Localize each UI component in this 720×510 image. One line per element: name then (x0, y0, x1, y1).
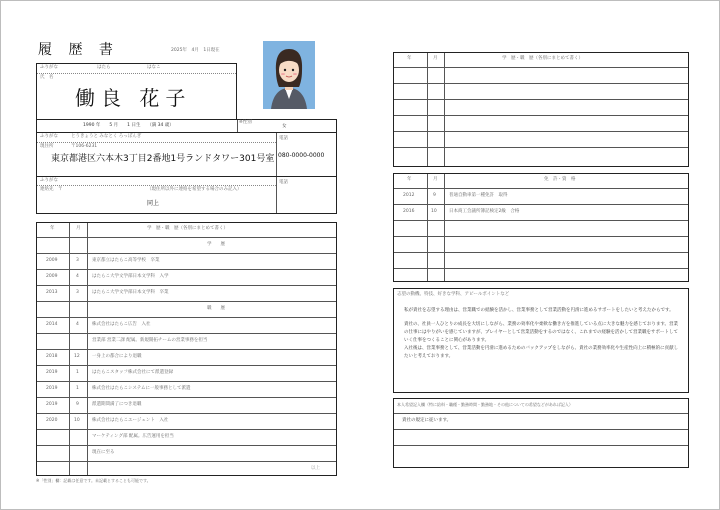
address-block: ふりがな とうきょうと みなとく ろっぽんぎ 現住所 〒106-6231 東京都港区六本木3丁目2番地1号ランドタワー301号室 電話 080-0000-0000 (36, 132, 337, 177)
motivation-label: 志望の動機、特技、好きな学科、アピールポイントなど (397, 292, 510, 297)
contact-phone-label: 電話 (279, 180, 288, 185)
full-name: 働良 花子 (75, 86, 192, 110)
furigana-family: はたら (97, 65, 111, 70)
col-month: 月 (76, 226, 81, 231)
person-photo-icon (263, 41, 315, 109)
history-table: 年 月 学 歴・職 歴（各別にまとめて書く） 学 歴 2009 3 東京都立はたらこ高等学校 卒業 2009 4 はたらこ大学文学部日本文学科 入学 2013 3 はたらこ大学文学部日本文学科 卒業 職 歴 2014 4 株式会社はたらこ広告 入社 営業部 営業二課 配属。新規開拓チームの営業事務を担当 2018 12 一身上の都合により退職 2019 1 はたらこスタッフ株式会社にて派遣登録 2019 1 株式会社はたらこシステムに一般事務として派遣 2019 9 派遣期間満了につき退職 2020 10 株式会社はたらこエージェント 入社 マーケティング部 配属。広告運用を担当 現在に至る 以上 (36, 222, 337, 476)
name-label: 氏 名 (40, 75, 54, 80)
section-work: 職 歴 (207, 306, 225, 311)
request-block (393, 398, 689, 468)
license-table: 年 月 免 許・資 格 2012 9 普通自動車第一種免許 取得 2016 10 日本商工会議所簿記検定2級 合格 (393, 173, 689, 282)
document-date: 2025年 4月 1日現在 (171, 48, 220, 53)
name-block (36, 63, 237, 120)
contact-value: 同上 (147, 200, 160, 207)
phone-label: 電話 (279, 136, 288, 141)
section-education: 学 歴 (207, 242, 225, 247)
col-history: 学 歴・職 歴（各別にまとめて書く） (147, 226, 228, 231)
motivation-block (393, 288, 689, 393)
resume-title: 履 歴 書 (38, 42, 119, 58)
birth-row (36, 119, 337, 133)
address-label: 現住所 (40, 144, 54, 149)
contact-note: （現住所以外に連絡を希望する場合のみ記入） (147, 187, 242, 192)
gender-label: ※性別 (239, 120, 252, 125)
furigana-label: ふりがな (40, 65, 58, 70)
col-history-right: 学 歴・職 歴（各別にまとめて書く） (502, 56, 583, 61)
contact-block (36, 176, 337, 214)
col-year: 年 (50, 226, 55, 231)
postal-code: 〒106-6231 (71, 144, 98, 149)
col-month-right: 月 (433, 56, 438, 61)
request-value: 貴社の規定に従います。 (402, 418, 452, 423)
col-year-right: 年 (407, 56, 412, 61)
furigana-given: はなこ (147, 65, 161, 70)
photo (263, 41, 315, 109)
end-mark: 以上 (311, 466, 320, 471)
phone: 080-0000-0000 (278, 152, 325, 159)
birth-date: 1990 年 5 月 1 日生 （満 34 歳） (83, 123, 174, 128)
address: 東京都港区六本木3丁目2番地1号ランドタワー301号室 (51, 154, 275, 164)
footnote: ※「性別」欄：記載は任意です。未記載とすることも可能です。 (36, 478, 151, 483)
motivation-text: 私が貴社を志望する理由は、営業職での経験を活かし、営業事務として営業活動を円滑に進めるサポートをしたいと考えたからです。 貴社の、社員一人ひとりの成長を大切にしながら、業務の効率化や柔軟な働き方を推進している点に大きな魅力を感じております。営業の仕事にはやりがいを感じていますが、プレイヤーとして営業活動をするのではなく、これまでの経験を活かして営業職をサポートしていく仕事をつくることに関心があります。 入社後は、営業事務として、営業活動を円滑に進めるためのバックアップをしながら、貴社の業務効率化や生産性向上に積極的に貢献したいと考えております。 (404, 308, 679, 359)
history-table-continued (393, 52, 689, 167)
license-header: 免 許・資 格 (544, 177, 576, 182)
contact-label: 連絡先 〒 (40, 187, 63, 192)
gender-value: 女 (282, 124, 287, 129)
contact-furigana-label: ふりがな (40, 178, 58, 183)
request-label: 本人希望記入欄（特に給料・職種・勤務時間・勤務地・その他についての希望などがあれば記入） (397, 402, 573, 407)
address-furigana: とうきょうと みなとく ろっぽんぎ (71, 134, 142, 139)
